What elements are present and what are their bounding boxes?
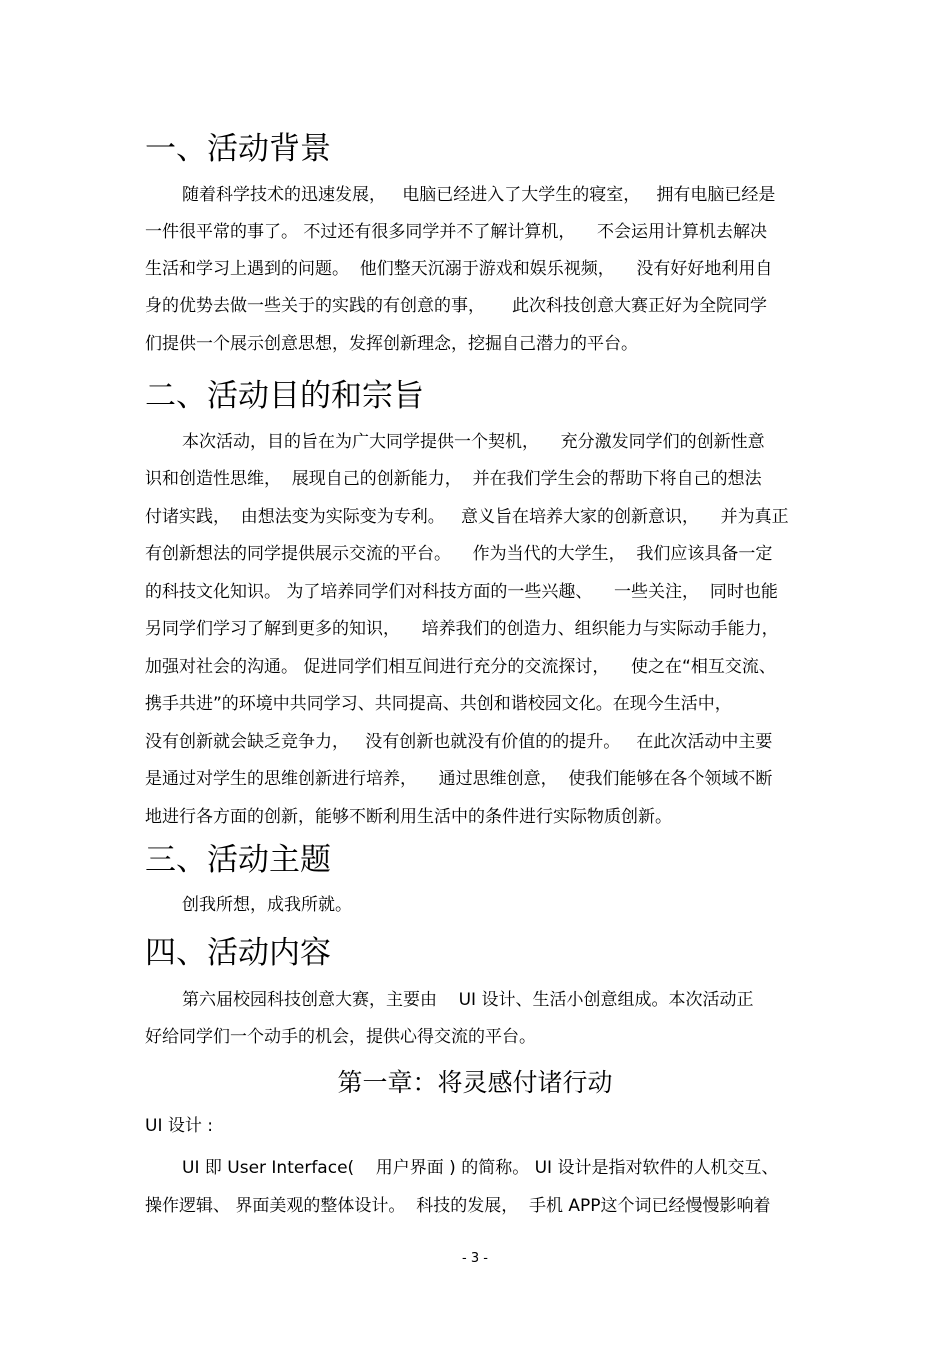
paragraph-line: 生活和学习上遇到的问题。 他们整天沉溺于游戏和娱乐视频， 没有好好地利用自 [145, 259, 773, 279]
section-heading-content: 四、活动内容 [145, 935, 331, 971]
paragraph-line: 身的优势去做一些关于的实践的有创意的事， 此次科技创意大赛正好为全院同学 [145, 296, 768, 316]
paragraph-line: 随着科学技术的迅速发展， 电脑已经进入了大学生的寝室， 拥有电脑已经是 [182, 185, 776, 205]
chapter-title: 第一章：将灵感付诸行动 [337, 1068, 613, 1097]
paragraph-line: 第六届校园科技创意大赛，主要由 UI 设计、生活小创意组成。本次活动正 [182, 990, 754, 1010]
paragraph-line: 携手共进”的环境中共同学习、共同提高、共创和谐校园文化。在现今生活中， [145, 694, 732, 714]
paragraph-line: 是通过对学生的思维创新进行培养， 通过思维创意， 使我们能够在各个领域不断 [145, 769, 773, 789]
paragraph-line: 们提供一个展示创意思想，发挥创新理念，挖掘自己潜力的平台。 [145, 334, 638, 354]
paragraph-line: 的科技文化知识。 为了培养同学们对科技方面的一些兴趣、 一些关注， 同时也能 [145, 582, 778, 602]
section-heading-background: 一、活动背景 [145, 131, 331, 167]
paragraph-line: 好给同学们一个动手的机会，提供心得交流的平台。 [145, 1027, 536, 1047]
paragraph-line: 没有创新就会缺乏竞争力， 没有创新也就没有价值的的提升。 在此次活动中主要 [145, 732, 773, 752]
ui-design-label: UI 设计 : [145, 1116, 213, 1136]
section-heading-theme: 三、活动主题 [145, 842, 331, 878]
paragraph-line: UI 即 User Interface( 用户界面 ) 的简称。 UI 设计是指对软件的人机交互、 [182, 1158, 779, 1178]
paragraph-line: 一件很平常的事了。 不过还有很多同学并不了解计算机， 不会运用计算机去解决 [145, 222, 768, 242]
paragraph-line: 本次活动，目的旨在为广大同学提供一个契机， 充分激发同学们的创新性意 [182, 432, 765, 452]
paragraph-line: 地进行各方面的创新，能够不断利用生活中的条件进行实际物质创新。 [145, 807, 672, 827]
paragraph-line: 有创新想法的同学提供展示交流的平台。 作为当代的大学生， 我们应该具备一定 [145, 544, 773, 564]
paragraph-line: 加强对社会的沟通。 促进同学们相互间进行充分的交流探讨， 使之在“相互交流、 [145, 657, 776, 677]
page-number: - 3 - [462, 1251, 488, 1266]
section-heading-purpose: 二、活动目的和宗旨 [145, 378, 424, 414]
paragraph-line: 付诸实践， 由想法变为实际变为专利。 意义旨在培养大家的创新意识， 并为真正 [145, 507, 789, 527]
paragraph-line: 另同学们学习了解到更多的知识， 培养我们的创造力、组织能力与实际动手能力， [145, 619, 779, 639]
paragraph-line: 创我所想，成我所就。 [182, 895, 352, 915]
paragraph-line: 操作逻辑、 界面美观的整体设计。 科技的发展， 手机 APP这个词已经慢慢影响着 [145, 1196, 771, 1216]
paragraph-line: 识和创造性思维， 展现自己的创新能力， 并在我们学生会的帮助下将自己的想法 [145, 469, 762, 489]
